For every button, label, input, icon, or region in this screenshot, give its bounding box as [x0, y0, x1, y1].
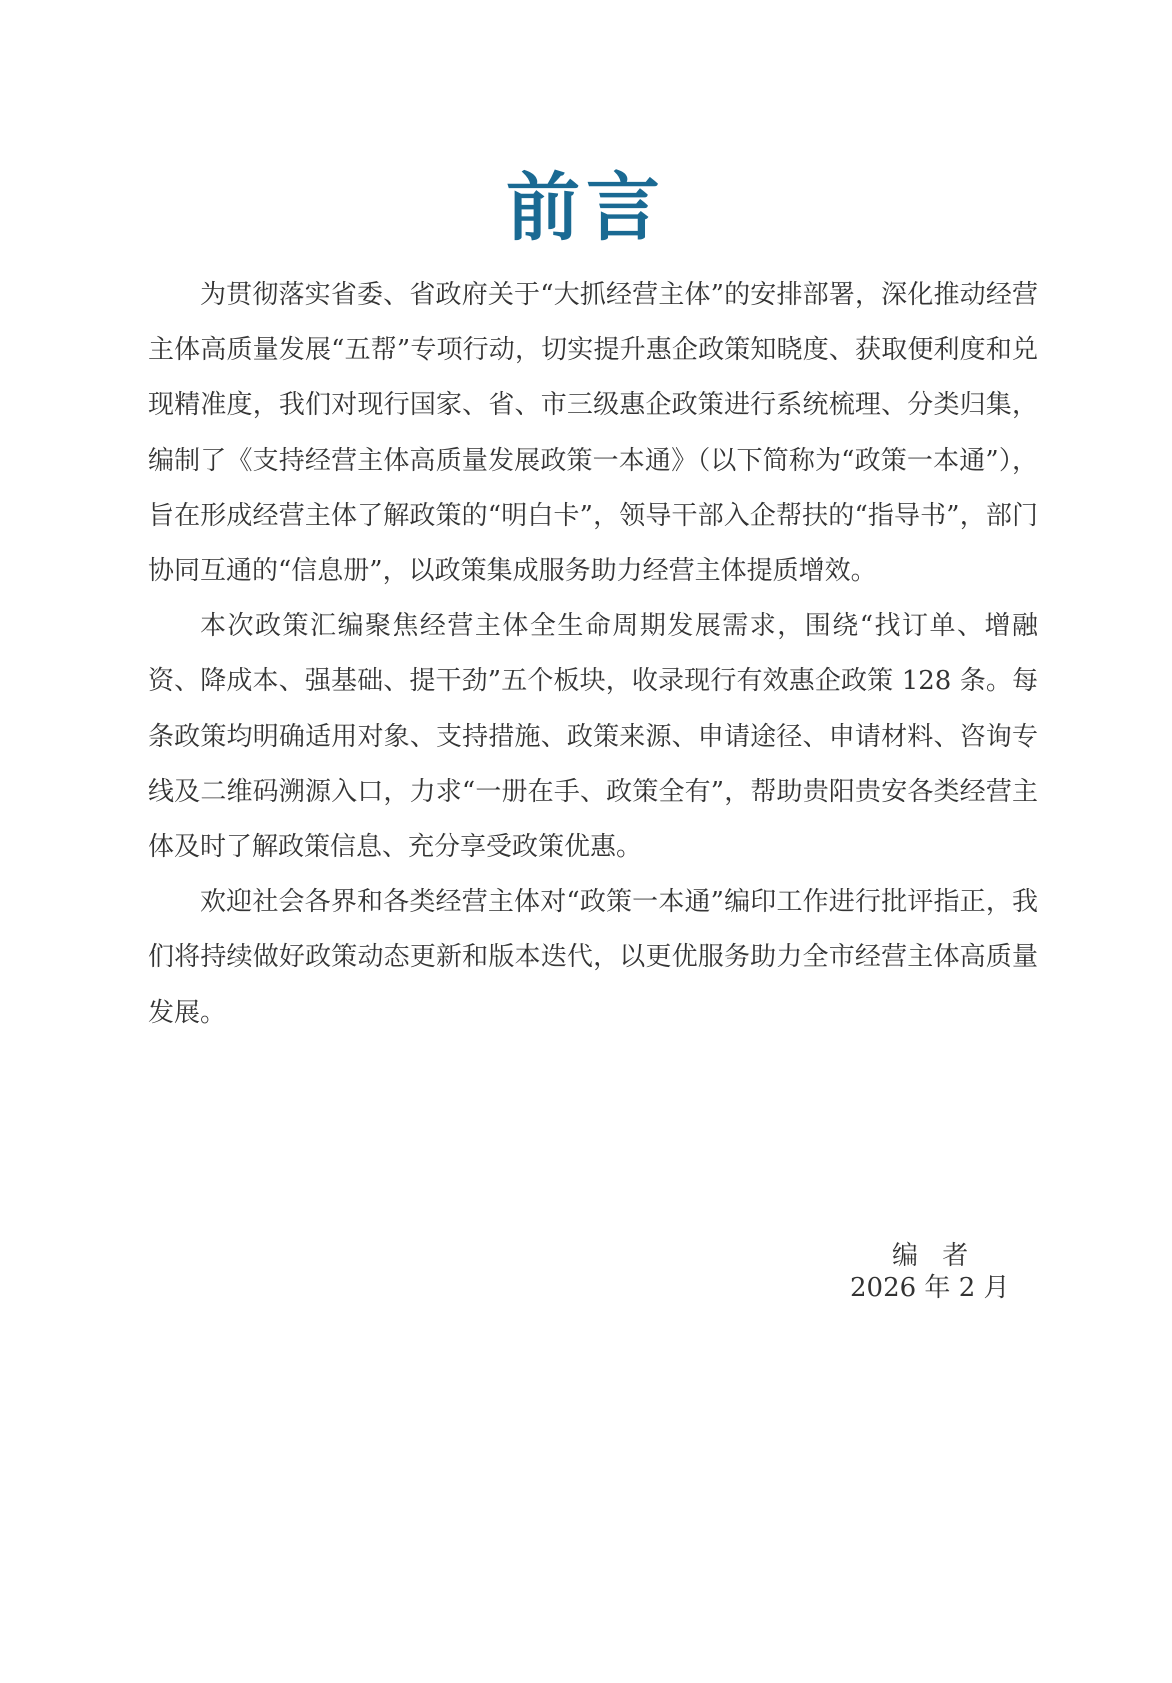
page-title: 前言 — [506, 165, 666, 251]
preface-body — [148, 268, 1038, 1041]
paragraph-2: 本次政策汇编聚焦经营主体全生命周期发展需求，围绕“找订单、增融资、降成本、强基础、提干劲”五个板块，收录现行有效惠企政策 128 条。每条政策均明确适用对象、支持措施、政策来源、申请途径、申请材料、咨询专线及二维码溯源入口，力求“一册在手、政策全有”，帮助贵阳贵安各类经营主体及时了解政策信息、充分享受政策优惠。 — [148, 611, 1038, 863]
signature-author: 编 者 — [892, 1241, 977, 1271]
paragraph-1: 为贯彻落实省委、省政府关于“大抓经营主体”的安排部署，深化推动经营主体高质量发展“五帮”专项行动，切实提升惠企政策知晓度、获取便利度和兑现精准度，我们对现行国家、省、市三级惠企政策进行系统梳理、分类归集，编制了《支持经营主体高质量发展政策一本通》（以下简称为“政策一本通”），旨在形成经营主体了解政策的“明白卡”，领导干部入企帮扶的“指导书”，部门协同互通的“信息册”，以政策集成服务助力经营主体提质增效。 — [148, 280, 1038, 587]
paragraph-3: 欢迎社会各界和各类经营主体对“政策一本通”编印工作进行批评指正，我们将持续做好政策动态更新和版本迭代，以更优服务助力全市经营主体高质量发展。 — [148, 887, 1038, 1028]
signature-date: 2026 年 2 月 — [850, 1273, 1010, 1303]
signature-block — [830, 1240, 1030, 1304]
